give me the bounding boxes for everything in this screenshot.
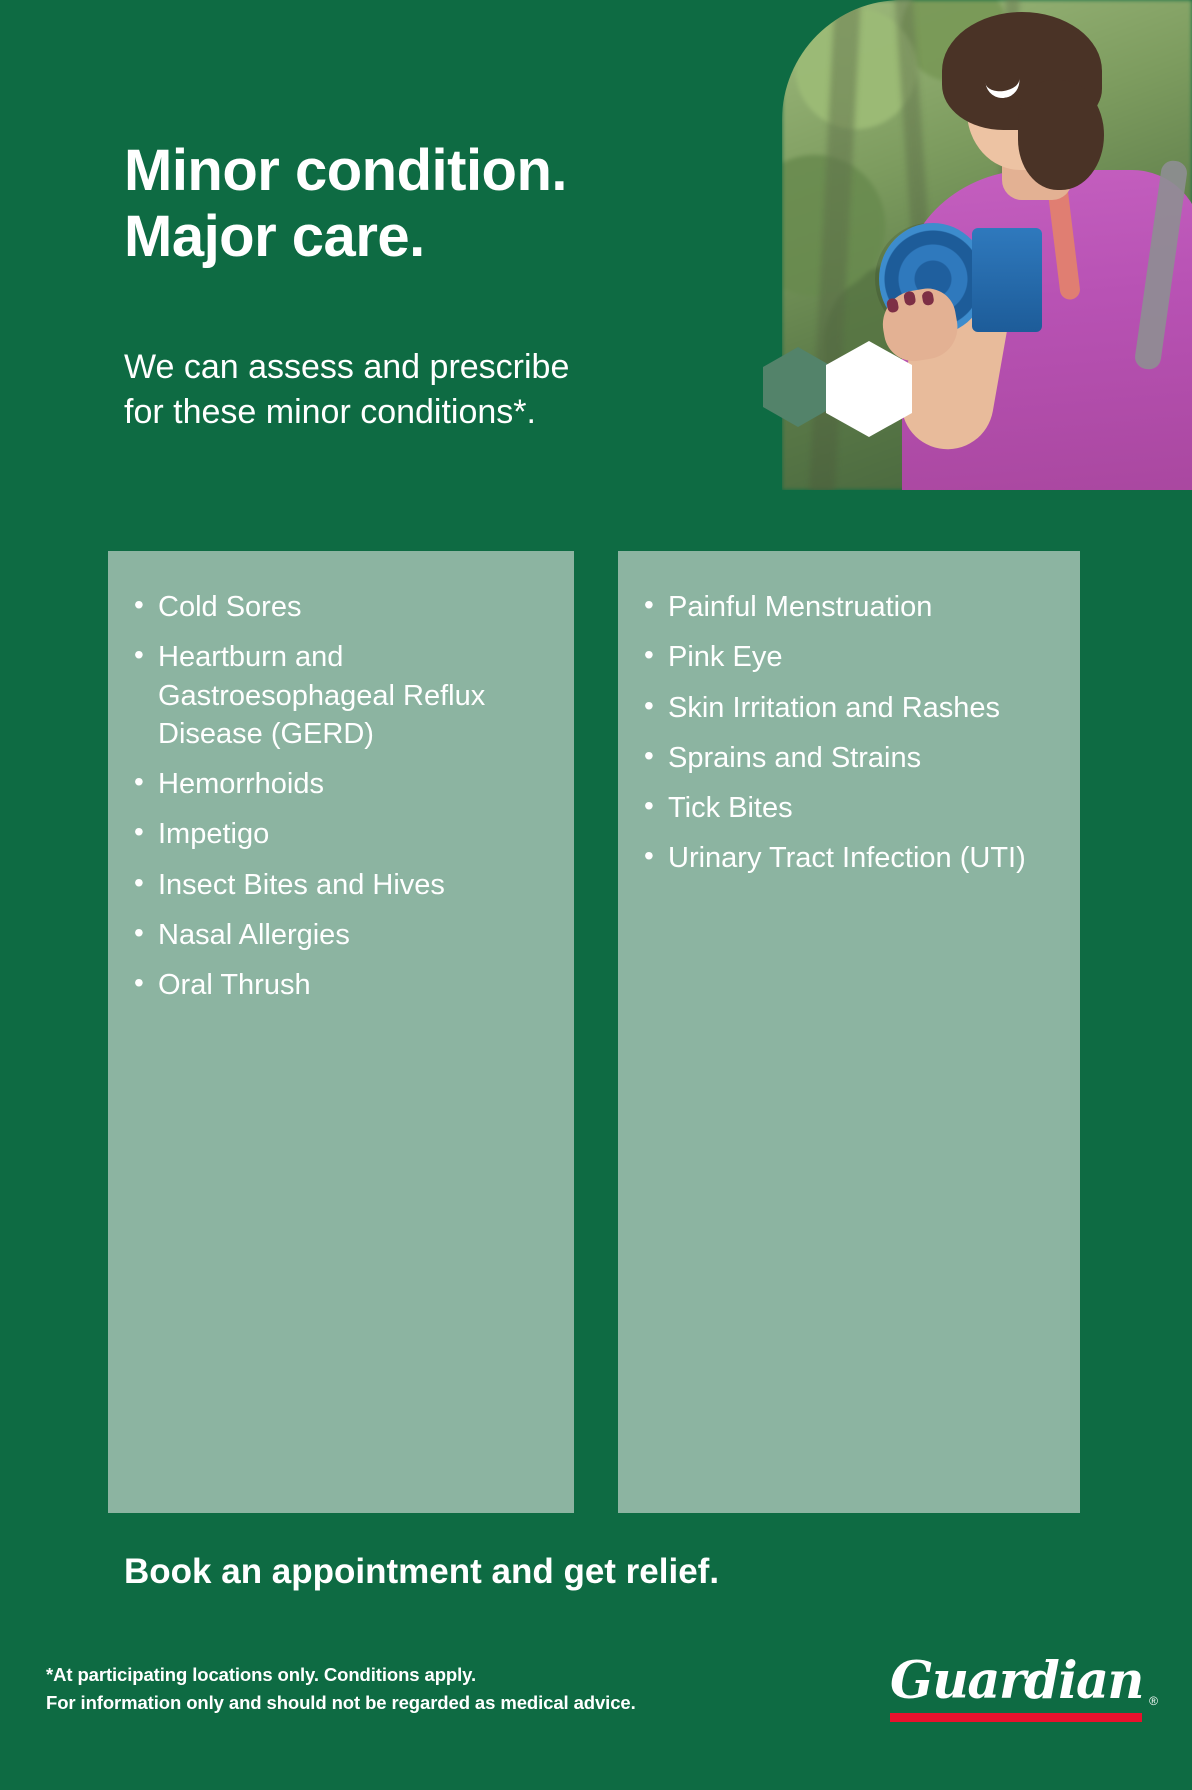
- list-item: • Skin Irritation and Rashes: [640, 689, 1054, 727]
- woman-hair-side: [1018, 80, 1104, 190]
- list-item: • Tick Bites: [640, 789, 1054, 827]
- disclaimer: [46, 1661, 636, 1717]
- list-item: • Painful Menstruation: [640, 588, 1054, 626]
- call-to-action-text: Book an appointment and get relief.: [124, 1552, 720, 1591]
- conditions-panel-right: [618, 551, 1080, 1513]
- logo-underline-bar: [890, 1713, 1142, 1722]
- subheadline: [124, 345, 569, 435]
- list-item: • Cold Sores: [130, 588, 548, 626]
- list-item: • Sprains and Strains: [640, 739, 1054, 777]
- disclaimer-line-2: For information only and should not be regarded as medical advice.: [46, 1691, 636, 1713]
- fingernail: [886, 298, 899, 314]
- page-title: [124, 138, 567, 270]
- subheadline-line-1: We can assess and prescribe: [124, 348, 570, 386]
- list-item: • Urinary Tract Infection (UTI): [640, 839, 1054, 877]
- list-item: • Heartburn and Gastroesophageal Reflux Disease (GERD): [130, 638, 548, 753]
- list-item: • Insect Bites and Hives: [130, 866, 548, 904]
- logo-wordmark: Guardian: [890, 1651, 1143, 1711]
- registered-trademark-symbol: ®: [1149, 1694, 1158, 1708]
- list-item: • Nasal Allergies: [130, 916, 548, 954]
- fingernail: [921, 290, 934, 306]
- headline-line-1: Minor condition.: [124, 138, 568, 203]
- headline-line-2: Major care.: [124, 204, 425, 270]
- yoga-mat-body: [972, 228, 1042, 332]
- conditions-list-left: [108, 551, 574, 1004]
- list-item: • Hemorrhoids: [130, 765, 548, 803]
- disclaimer-line-1: *At participating locations only. Conditions apply.: [46, 1664, 477, 1685]
- list-item: • Oral Thrush: [130, 966, 548, 1004]
- conditions-panel-left: [108, 551, 574, 1513]
- list-item: • Pink Eye: [640, 638, 1054, 676]
- fingernail: [903, 291, 916, 307]
- subheadline-line-2: for these minor conditions*.: [124, 392, 536, 431]
- list-item: • Impetigo: [130, 815, 548, 853]
- guardian-logo: [890, 1651, 1158, 1722]
- conditions-list-right: [618, 551, 1080, 878]
